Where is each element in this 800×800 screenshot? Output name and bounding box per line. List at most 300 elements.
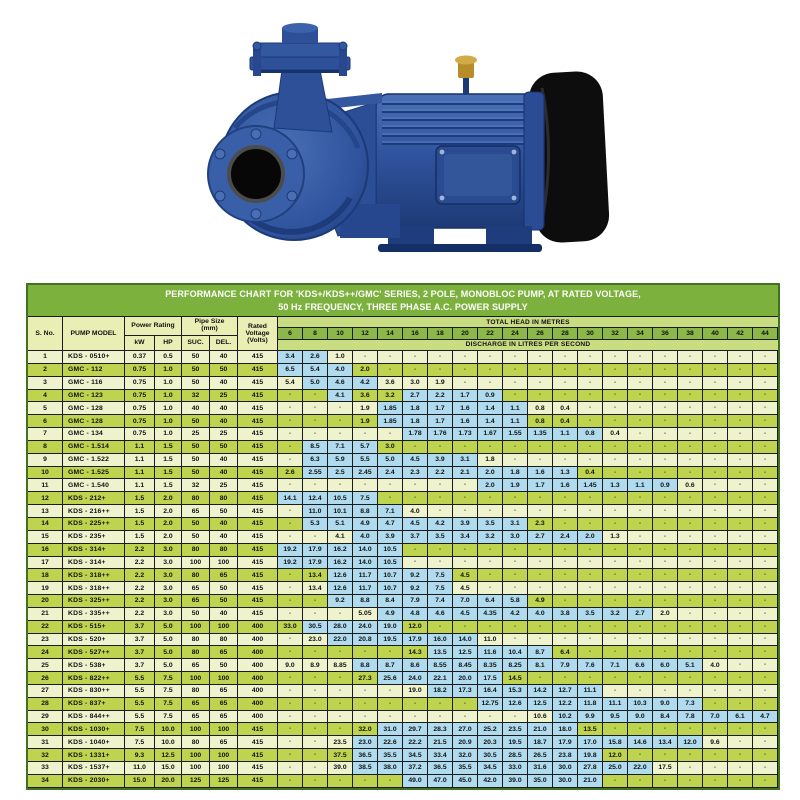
cell-discharge: - — [603, 415, 628, 428]
cell-discharge: - — [653, 377, 678, 390]
cell-discharge: - — [628, 454, 653, 467]
cell-discharge: - — [753, 377, 778, 390]
cell-discharge: - — [628, 634, 653, 647]
table-row — [28, 608, 778, 621]
cell-discharge: 7.1 — [328, 441, 353, 454]
cell-discharge: - — [678, 531, 703, 544]
table-row — [28, 569, 778, 582]
cell-hp: 7.5 — [155, 672, 182, 685]
cell-discharge: - — [328, 415, 353, 428]
cell-discharge: 23.5 — [328, 736, 353, 749]
cell-discharge: - — [678, 608, 703, 621]
cell-suc: 50 — [182, 467, 210, 480]
cell-suc: 100 — [182, 672, 210, 685]
cell-discharge: 1.9 — [353, 415, 378, 428]
cell-discharge: - — [478, 441, 503, 454]
cell-discharge: - — [753, 531, 778, 544]
cell-discharge: - — [703, 467, 728, 480]
cell-discharge: 4.5 — [453, 582, 478, 595]
cell-discharge: 23.0 — [303, 634, 328, 647]
cell-discharge: 14.0 — [453, 634, 478, 647]
cell-sno: 17 — [28, 557, 63, 570]
cell-discharge: 3.0 — [503, 531, 528, 544]
cell-discharge: - — [753, 582, 778, 595]
cell-discharge: - — [303, 723, 328, 736]
cell-discharge: 2.0 — [353, 364, 378, 377]
cell-discharge: 17.9 — [303, 544, 328, 557]
cell-discharge: 1.6 — [528, 467, 553, 480]
cell-discharge: - — [728, 608, 753, 621]
cell-discharge: - — [603, 685, 628, 698]
table-row — [28, 377, 778, 390]
cell-discharge: - — [553, 621, 578, 634]
head-value: 42 — [728, 328, 753, 339]
cell-discharge: - — [303, 390, 328, 403]
cell-del: 25 — [210, 479, 238, 492]
cell-discharge: - — [678, 569, 703, 582]
total-head-band: TOTAL HEAD IN METRES — [278, 317, 778, 328]
cell-discharge: - — [678, 351, 703, 364]
col-header-kw: kW — [125, 336, 155, 351]
cell-discharge: - — [503, 390, 528, 403]
cell-discharge: - — [653, 595, 678, 608]
table-row — [28, 646, 778, 659]
table-row — [28, 544, 778, 557]
cell-discharge: 30.0 — [553, 775, 578, 788]
cell-discharge: 8.8 — [353, 505, 378, 518]
cell-discharge: 13.4 — [303, 569, 328, 582]
cell-discharge: 34.5 — [403, 749, 428, 762]
cell-voltage: 400 — [238, 621, 278, 634]
cell-discharge: - — [403, 492, 428, 505]
cell-discharge: - — [528, 582, 553, 595]
cell-discharge: - — [678, 467, 703, 480]
cell-discharge: 22.0 — [328, 634, 353, 647]
cell-model: GMC - 134 — [63, 428, 125, 441]
cell-discharge: - — [578, 518, 603, 531]
cell-hp: 2.0 — [155, 505, 182, 518]
cell-discharge: 12.0 — [603, 749, 628, 762]
cell-discharge: 1.1 — [503, 402, 528, 415]
cell-discharge: - — [653, 544, 678, 557]
cell-suc: 100 — [182, 557, 210, 570]
cell-discharge: - — [578, 505, 603, 518]
cell-kw: 1.5 — [125, 518, 155, 531]
cell-discharge: 14.1 — [278, 492, 303, 505]
cell-discharge: 0.6 — [678, 479, 703, 492]
cell-hp: 7.5 — [155, 698, 182, 711]
cell-discharge: 19.0 — [403, 685, 428, 698]
cell-discharge: - — [503, 454, 528, 467]
cell-discharge: - — [628, 377, 653, 390]
head-value: 8 — [303, 328, 328, 339]
col-header-hp: HP — [155, 336, 182, 351]
cell-discharge: 4.5 — [453, 608, 478, 621]
cell-discharge: 14.5 — [503, 672, 528, 685]
cell-discharge: - — [728, 775, 753, 788]
cell-discharge: 11.6 — [478, 646, 503, 659]
cell-discharge: - — [503, 544, 528, 557]
cell-discharge: 1.45 — [578, 479, 603, 492]
cell-discharge: 2.0 — [478, 467, 503, 480]
cell-del: 125 — [210, 775, 238, 788]
cell-discharge: - — [753, 518, 778, 531]
cell-discharge: 4.0 — [328, 364, 353, 377]
cell-discharge: 8.7 — [378, 659, 403, 672]
cell-discharge: - — [628, 775, 653, 788]
cell-suc: 80 — [182, 736, 210, 749]
cell-discharge: - — [753, 351, 778, 364]
cell-suc: 40 — [182, 402, 210, 415]
cell-discharge: - — [303, 749, 328, 762]
cell-discharge: 4.35 — [478, 608, 503, 621]
cell-model: KDS - 314+ — [63, 557, 125, 570]
cell-discharge: 1.73 — [453, 428, 478, 441]
cell-discharge: 19.5 — [503, 736, 528, 749]
cell-discharge: - — [628, 569, 653, 582]
cell-sno: 22 — [28, 621, 63, 634]
cell-discharge: - — [328, 685, 353, 698]
cell-del: 25 — [210, 428, 238, 441]
cell-discharge: 5.7 — [353, 441, 378, 454]
table-row — [28, 428, 778, 441]
cell-discharge: 4.6 — [428, 608, 453, 621]
cell-discharge: 1.8 — [403, 415, 428, 428]
cell-model: GMC - 123 — [63, 390, 125, 403]
cell-discharge: - — [703, 698, 728, 711]
cell-suc: 50 — [182, 441, 210, 454]
cell-discharge: 1.67 — [478, 428, 503, 441]
cell-discharge: - — [653, 441, 678, 454]
col-group-pipe — [182, 317, 238, 351]
cell-discharge: 6.0 — [653, 659, 678, 672]
cell-discharge: 4.0 — [528, 608, 553, 621]
cell-discharge: 4.9 — [528, 595, 553, 608]
cell-discharge: 17.9 — [303, 557, 328, 570]
cell-discharge: - — [728, 634, 753, 647]
cell-suc: 32 — [182, 479, 210, 492]
cell-discharge: 4.5 — [403, 518, 428, 531]
cell-discharge: 5.1 — [678, 659, 703, 672]
cell-model: KDS - 1537+ — [63, 762, 125, 775]
cell-del: 40 — [210, 531, 238, 544]
cell-discharge: 4.0 — [403, 505, 428, 518]
cell-discharge: - — [603, 467, 628, 480]
cell-discharge: 1.7 — [428, 402, 453, 415]
cell-discharge: - — [578, 390, 603, 403]
cell-discharge: 30.0 — [553, 762, 578, 775]
head-values-row — [278, 328, 778, 339]
cell-sno: 12 — [28, 492, 63, 505]
cell-suc: 100 — [182, 749, 210, 762]
cell-discharge: 19.0 — [378, 621, 403, 634]
cell-model: KDS - 0510+ — [63, 351, 125, 364]
cell-discharge: - — [753, 479, 778, 492]
cell-discharge: - — [728, 685, 753, 698]
cell-suc: 125 — [182, 775, 210, 788]
cell-voltage: 415 — [238, 415, 278, 428]
cell-discharge: - — [628, 364, 653, 377]
cell-discharge: 10.1 — [328, 505, 353, 518]
cell-discharge: 2.0 — [578, 531, 603, 544]
cell-discharge: 15.8 — [603, 736, 628, 749]
col-header-pipe-size: Pipe Size (mm) — [182, 317, 238, 336]
cell-discharge: 5.3 — [303, 518, 328, 531]
cell-discharge: 2.7 — [528, 531, 553, 544]
cell-discharge: 12.7 — [553, 685, 578, 698]
cell-discharge: 3.6 — [353, 390, 378, 403]
cell-discharge: - — [303, 428, 328, 441]
cell-discharge: - — [653, 569, 678, 582]
cell-discharge: 4.6 — [328, 377, 353, 390]
cell-discharge: - — [428, 492, 453, 505]
cell-discharge: - — [278, 518, 303, 531]
cell-discharge: - — [753, 621, 778, 634]
cell-discharge: 27.0 — [453, 723, 478, 736]
cell-discharge: 2.7 — [403, 390, 428, 403]
cell-discharge: - — [303, 672, 328, 685]
cell-discharge: - — [703, 775, 728, 788]
cell-del: 65 — [210, 711, 238, 724]
cell-sno: 16 — [28, 544, 63, 557]
cell-discharge: - — [353, 351, 378, 364]
cell-discharge: - — [503, 634, 528, 647]
cell-discharge: - — [678, 582, 703, 595]
cell-del: 40 — [210, 608, 238, 621]
cell-discharge: - — [603, 505, 628, 518]
cell-discharge: - — [453, 441, 478, 454]
cell-sno: 15 — [28, 531, 63, 544]
cell-hp: 1.0 — [155, 377, 182, 390]
cell-discharge: - — [728, 531, 753, 544]
cell-model: KDS - 527++ — [63, 646, 125, 659]
cell-discharge: 3.4 — [278, 351, 303, 364]
cell-discharge: 3.2 — [478, 531, 503, 544]
cell-kw: 0.75 — [125, 402, 155, 415]
cell-discharge: - — [703, 621, 728, 634]
table-row — [28, 621, 778, 634]
cell-discharge: - — [303, 762, 328, 775]
cell-discharge: - — [678, 390, 703, 403]
cell-suc: 50 — [182, 454, 210, 467]
cell-suc: 80 — [182, 492, 210, 505]
cell-discharge: 12.4 — [303, 492, 328, 505]
table-row — [28, 390, 778, 403]
head-value: 22 — [478, 328, 503, 339]
table-row — [28, 557, 778, 570]
cell-del: 100 — [210, 723, 238, 736]
cell-hp: 3.0 — [155, 595, 182, 608]
cell-sno: 5 — [28, 402, 63, 415]
cell-discharge: - — [453, 377, 478, 390]
head-value: 44 — [753, 328, 778, 339]
cell-discharge: - — [628, 672, 653, 685]
cell-discharge: 33.0 — [278, 621, 303, 634]
cell-discharge: - — [328, 711, 353, 724]
head-value: 40 — [703, 328, 728, 339]
cell-discharge: - — [703, 505, 728, 518]
cell-kw: 1.1 — [125, 441, 155, 454]
cell-discharge: - — [603, 390, 628, 403]
cell-del: 25 — [210, 390, 238, 403]
cell-discharge: 32.0 — [353, 723, 378, 736]
cell-model: KDS - 2030+ — [63, 775, 125, 788]
cell-discharge: - — [753, 557, 778, 570]
cell-discharge: - — [603, 569, 628, 582]
cell-discharge: 7.9 — [403, 595, 428, 608]
cell-discharge: - — [678, 428, 703, 441]
cell-model: KDS - 1331+ — [63, 749, 125, 762]
cell-suc: 50 — [182, 518, 210, 531]
cell-discharge: - — [728, 428, 753, 441]
cell-discharge: 16.2 — [328, 557, 353, 570]
cell-discharge: - — [528, 544, 553, 557]
cell-discharge: 17.9 — [553, 736, 578, 749]
cell-discharge: - — [728, 390, 753, 403]
cell-kw: 1.5 — [125, 492, 155, 505]
cell-discharge: - — [728, 467, 753, 480]
cell-discharge: - — [728, 441, 753, 454]
table-row — [28, 351, 778, 364]
cell-discharge: 10.5 — [378, 544, 403, 557]
cell-discharge: - — [703, 492, 728, 505]
cell-discharge: - — [678, 518, 703, 531]
cell-suc: 80 — [182, 646, 210, 659]
cell-discharge: 2.0 — [653, 608, 678, 621]
cell-sno: 7 — [28, 428, 63, 441]
cell-discharge: - — [303, 531, 328, 544]
cell-discharge: - — [303, 608, 328, 621]
cell-discharge: - — [553, 364, 578, 377]
cell-discharge: - — [528, 441, 553, 454]
cell-discharge: - — [578, 582, 603, 595]
table-row — [28, 672, 778, 685]
cell-discharge: 8.45 — [453, 659, 478, 672]
cell-discharge: - — [478, 621, 503, 634]
cell-model: KDS - 538+ — [63, 659, 125, 672]
cell-model: GMC - 128 — [63, 402, 125, 415]
monobloc-pump-illustration — [190, 8, 610, 280]
pump-foot — [486, 226, 532, 246]
cell-discharge: - — [328, 672, 353, 685]
cell-discharge: 45.0 — [453, 775, 478, 788]
cell-discharge: - — [503, 505, 528, 518]
cell-hp: 2.0 — [155, 518, 182, 531]
cell-discharge: 30.5 — [478, 749, 503, 762]
cell-discharge: - — [703, 441, 728, 454]
cell-del: 40 — [210, 467, 238, 480]
cell-discharge: - — [653, 428, 678, 441]
cell-voltage: 415 — [238, 749, 278, 762]
cell-discharge: 17.9 — [403, 634, 428, 647]
cell-discharge: 20.8 — [353, 634, 378, 647]
table-row — [28, 775, 778, 788]
cell-discharge: - — [278, 428, 303, 441]
cell-discharge: - — [278, 402, 303, 415]
cell-discharge: 0.9 — [478, 390, 503, 403]
cell-discharge: 25.0 — [603, 762, 628, 775]
cell-discharge: 10.5 — [378, 557, 403, 570]
cell-discharge: 23.0 — [353, 736, 378, 749]
head-value: 16 — [403, 328, 428, 339]
cell-discharge: 7.4 — [428, 595, 453, 608]
cell-discharge: 3.2 — [603, 608, 628, 621]
cell-discharge: - — [278, 723, 303, 736]
cell-del: 100 — [210, 672, 238, 685]
cell-discharge: 25.6 — [378, 672, 403, 685]
cell-hp: 1.0 — [155, 364, 182, 377]
cell-discharge: - — [628, 428, 653, 441]
cell-discharge: - — [703, 569, 728, 582]
cell-discharge: - — [278, 454, 303, 467]
cell-discharge: 2.7 — [628, 608, 653, 621]
cell-discharge: - — [578, 454, 603, 467]
cell-discharge: 2.5 — [328, 467, 353, 480]
cell-discharge: - — [628, 415, 653, 428]
cell-discharge: 20.3 — [478, 736, 503, 749]
cell-discharge: - — [528, 634, 553, 647]
cell-kw: 2.2 — [125, 557, 155, 570]
cell-discharge: - — [628, 621, 653, 634]
cell-discharge: - — [703, 672, 728, 685]
cell-hp: 10.0 — [155, 723, 182, 736]
cell-discharge: - — [403, 441, 428, 454]
cell-discharge: 4.9 — [353, 518, 378, 531]
cell-discharge: - — [678, 672, 703, 685]
cell-discharge: 19.2 — [278, 557, 303, 570]
cell-del: 65 — [210, 646, 238, 659]
cell-discharge: - — [628, 544, 653, 557]
cell-discharge: 1.7 — [528, 479, 553, 492]
cell-discharge: - — [553, 377, 578, 390]
cell-discharge: 4.2 — [353, 377, 378, 390]
cell-discharge: - — [703, 582, 728, 595]
cell-discharge: 1.9 — [353, 402, 378, 415]
cell-discharge: - — [678, 377, 703, 390]
cell-discharge: - — [378, 351, 403, 364]
cell-discharge: - — [753, 505, 778, 518]
cell-discharge: - — [603, 595, 628, 608]
cell-kw: 1.1 — [125, 454, 155, 467]
cell-kw: 15.0 — [125, 775, 155, 788]
cell-kw: 2.2 — [125, 595, 155, 608]
cell-suc: 50 — [182, 351, 210, 364]
cell-kw: 0.75 — [125, 415, 155, 428]
cell-discharge: - — [403, 351, 428, 364]
cell-discharge: - — [503, 351, 528, 364]
cell-discharge: - — [503, 492, 528, 505]
cell-hp: 5.0 — [155, 659, 182, 672]
cell-discharge: - — [378, 685, 403, 698]
cell-del: 50 — [210, 364, 238, 377]
cell-sno: 14 — [28, 518, 63, 531]
cell-del: 80 — [210, 544, 238, 557]
cell-model: KDS - 515+ — [63, 621, 125, 634]
cell-discharge: 37.2 — [403, 762, 428, 775]
col-header-del: DEL. — [210, 336, 238, 351]
cell-discharge: 1.0 — [328, 351, 353, 364]
cell-discharge: 1.4 — [478, 402, 503, 415]
cell-discharge: - — [578, 415, 603, 428]
cell-discharge: 42.0 — [478, 775, 503, 788]
cell-discharge: - — [728, 402, 753, 415]
cell-del: 40 — [210, 351, 238, 364]
cell-hp: 3.0 — [155, 608, 182, 621]
cell-voltage: 400 — [238, 672, 278, 685]
cell-discharge: 3.5 — [578, 608, 603, 621]
cell-discharge: - — [303, 736, 328, 749]
cell-discharge: - — [478, 569, 503, 582]
